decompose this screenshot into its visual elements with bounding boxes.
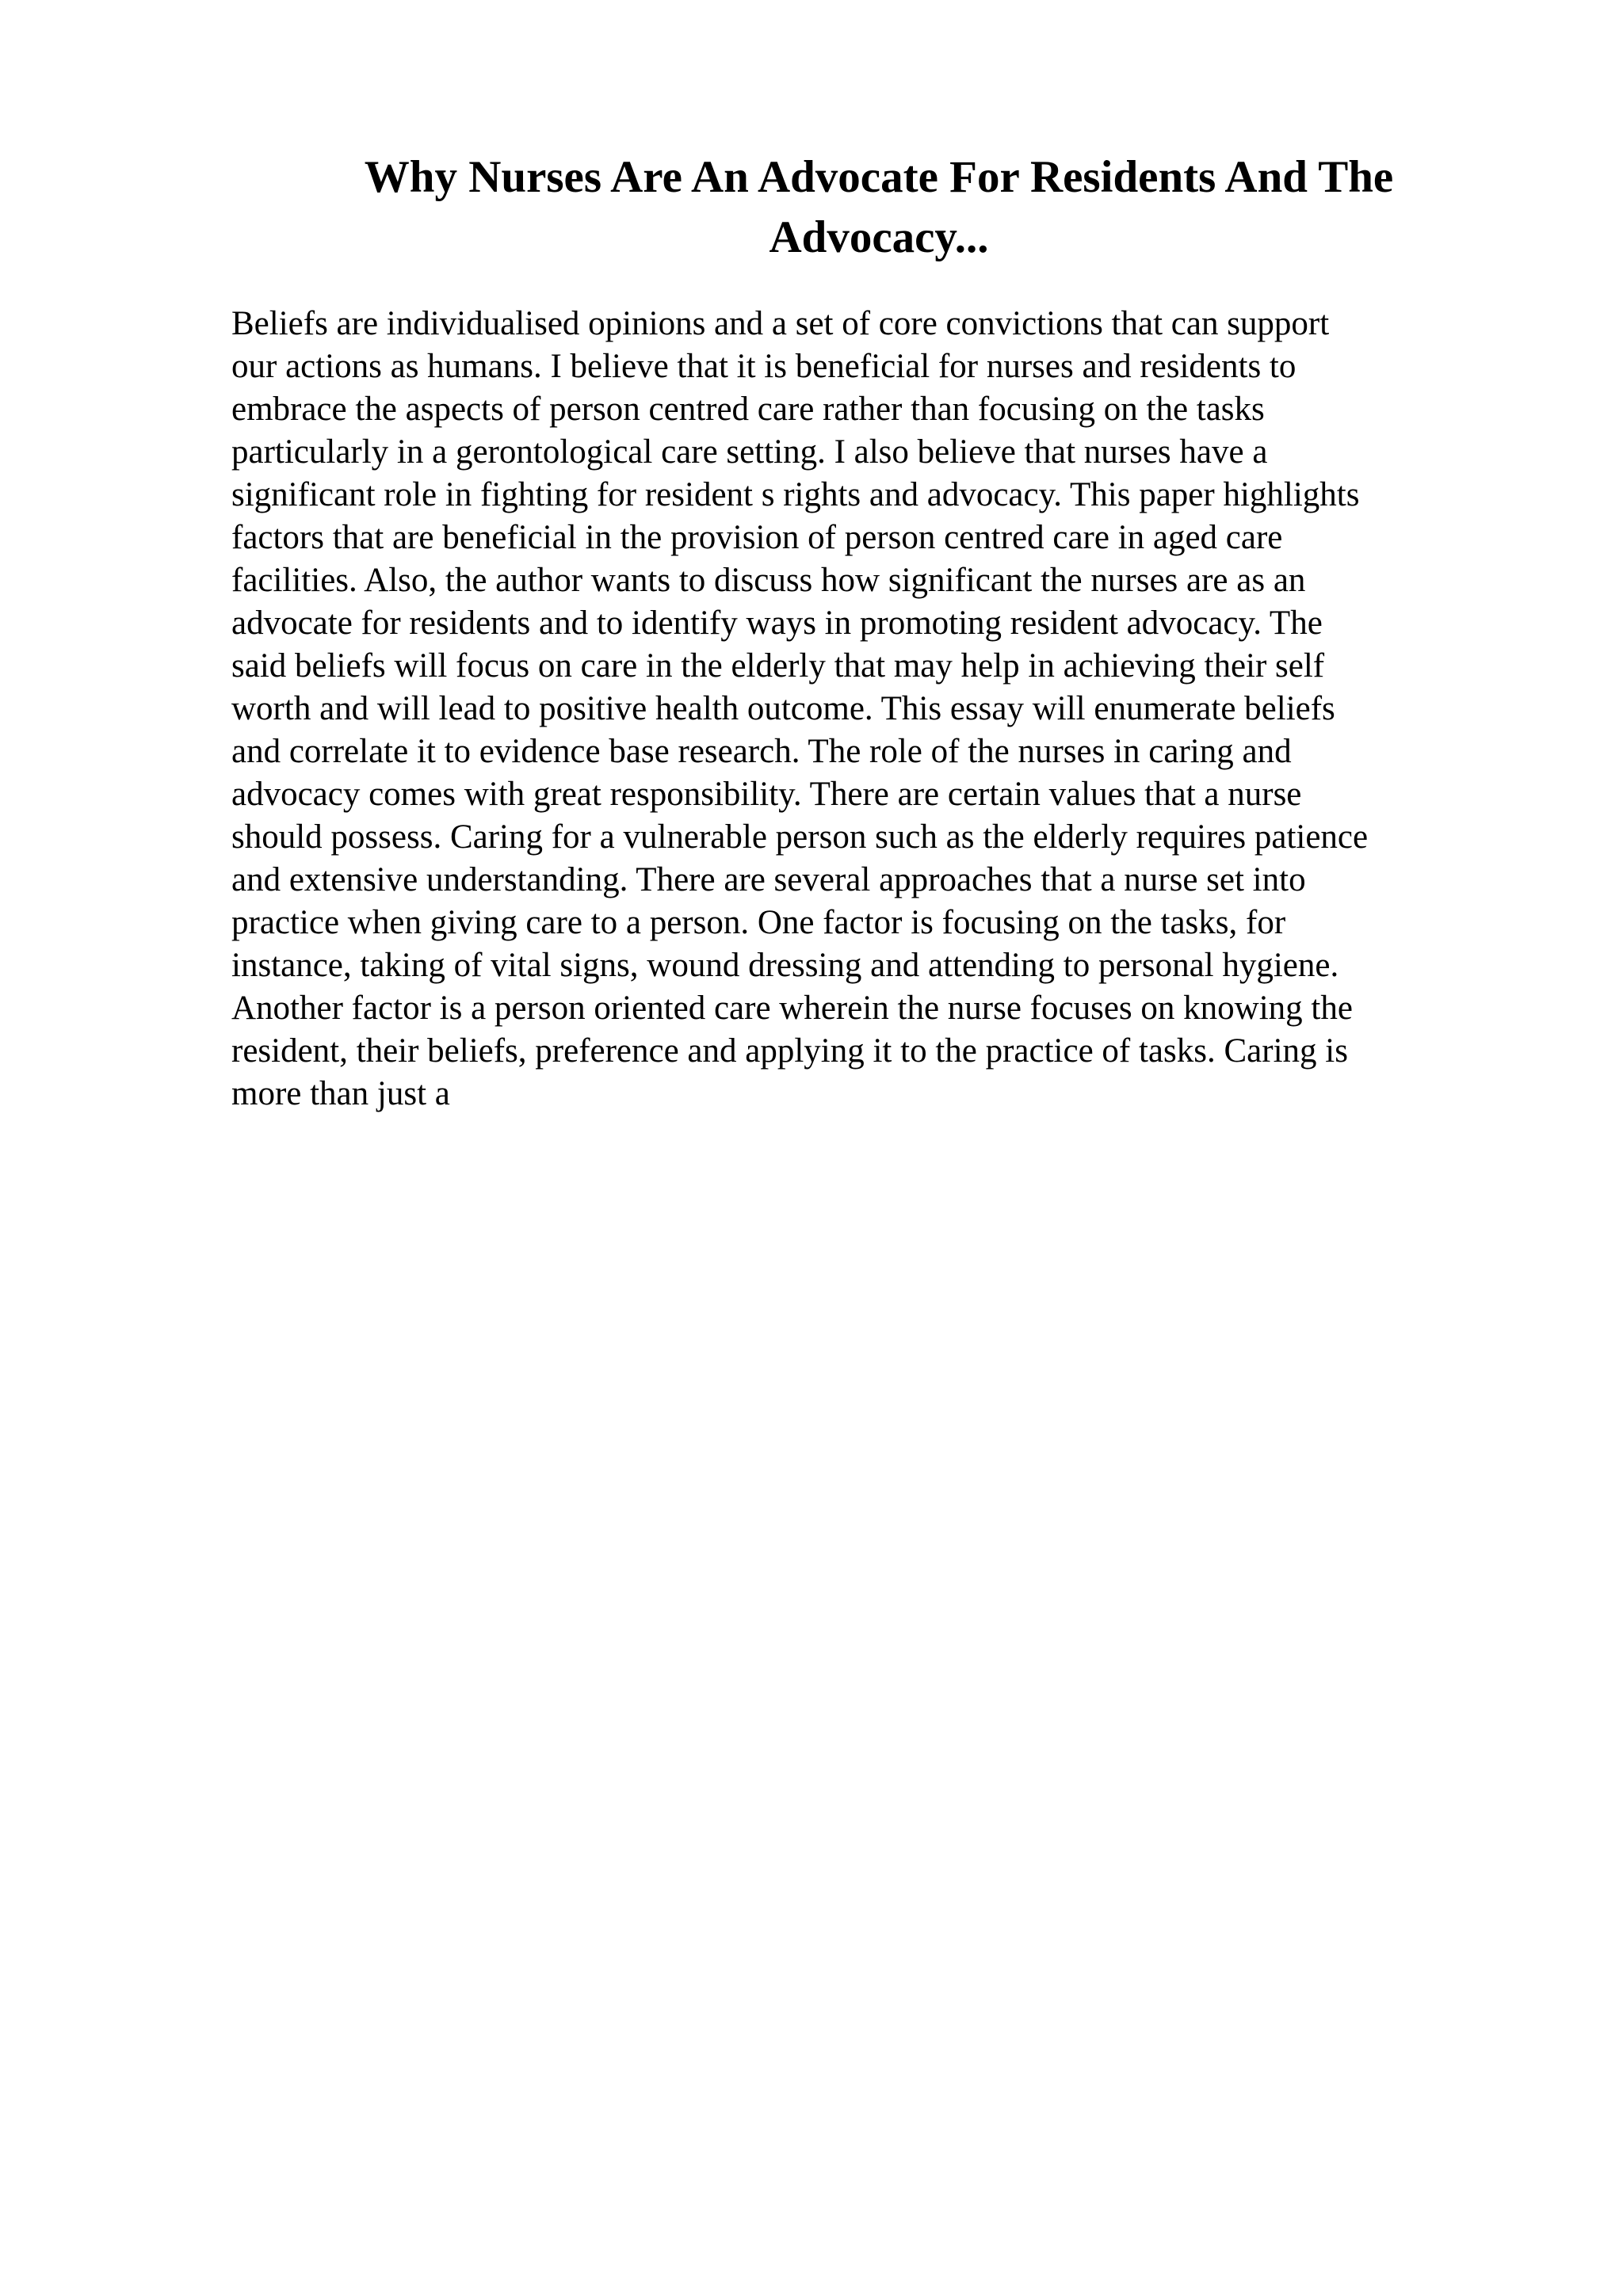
- body-line: worth and will lead to positive health outcome. This essay will enumerate beliefs: [231, 690, 1335, 727]
- body-line: said beliefs will focus on care in the elderly that may help in achieving their self: [231, 647, 1325, 685]
- body-line: Another factor is a person oriented care wherein the nurse focuses on knowing the: [231, 990, 1353, 1027]
- body-line: and correlate it to evidence base research. The role of the nurses in caring and: [231, 733, 1292, 770]
- body-line: factors that are beneficial in the provision of person centred care in aged care: [231, 519, 1283, 556]
- document-body: [231, 303, 1499, 1116]
- body-line: advocacy comes with great responsibility. There are certain values that a nurse: [231, 776, 1302, 813]
- body-line: significant role in fighting for resident s rights and advocacy. This paper highlights: [231, 476, 1360, 513]
- document-title: [231, 147, 1526, 268]
- body-line: advocate for residents and to identify ways in promoting resident advocacy. The: [231, 605, 1323, 642]
- body-line: should possess. Caring for a vulnerable person such as the elderly requires patience: [231, 818, 1369, 856]
- body-line: practice when giving care to a person. One factor is focusing on the tasks, for: [231, 904, 1286, 941]
- body-line: and extensive understanding. There are several approaches that a nurse set into: [231, 861, 1306, 898]
- title-line-1: Why Nurses Are An Advocate For Residents And The: [364, 152, 1394, 202]
- body-line: embrace the aspects of person centred care rather than focusing on the tasks: [231, 391, 1265, 428]
- body-line: more than just a: [231, 1075, 450, 1112]
- body-line: our actions as humans. I believe that it is beneficial for nurses and residents to: [231, 348, 1296, 385]
- body-line: instance, taking of vital signs, wound dressing and attending to personal hygiene.: [231, 947, 1339, 984]
- body-line: Beliefs are individualised opinions and a set of core convictions that can support: [231, 305, 1330, 342]
- body-line: facilities. Also, the author wants to discuss how significant the nurses are as an: [231, 562, 1306, 599]
- title-line-2: Advocacy...: [769, 212, 989, 262]
- body-line: resident, their beliefs, preference and applying it to the practice of tasks. Caring is: [231, 1032, 1348, 1070]
- body-line: particularly in a gerontological care setting. I also believe that nurses have a: [231, 433, 1268, 471]
